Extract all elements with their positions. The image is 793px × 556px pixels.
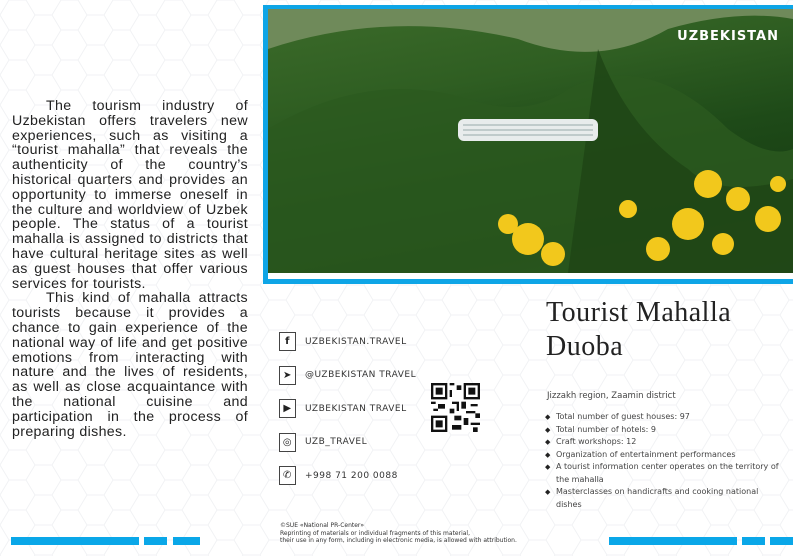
facebook-icon: f xyxy=(279,332,296,351)
list-item: ◆ Total number of guest houses: 97 xyxy=(545,411,785,424)
contact-label: @UZBEKISTAN TRAVEL xyxy=(305,370,417,381)
youtube-icon: ▶ xyxy=(279,399,296,418)
landscape-illustration xyxy=(268,9,793,273)
instagram-icon: ◎ xyxy=(279,433,296,452)
intro-paragraph-1: The tourism industry of Uzbekistan offers travelers new experiences, such as visiting a “tourist mahalla” that reveals the authenticity of the country’s historical quarters and provides an opportunity to immerse oneself in the culture and worldview of Uzbek people. The status of a tourist mahalla is assigned to districts that have cultural heritage sites as well as guest houses that offer various services for tourists. xyxy=(12,98,248,292)
contact-telegram[interactable] xyxy=(279,359,416,393)
decorative-bar xyxy=(609,537,737,545)
decorative-bar xyxy=(11,537,139,545)
contact-label: +998 71 200 0088 xyxy=(305,470,398,481)
region-label: Jizzakh region, Zaamin district xyxy=(547,391,676,401)
list-item: ◆ Craft workshops: 12 xyxy=(545,436,785,449)
copyright-owner: ©SUE «National PR-Center» xyxy=(280,522,365,529)
intro-text xyxy=(12,99,248,439)
copyright-line-2: their use in any form, including in electronic media, is allowed with attribution. xyxy=(280,537,517,544)
uzbekistan-logo: UZBEKISTAN xyxy=(677,29,779,44)
title-line-2: Duoba xyxy=(546,331,624,362)
list-item: ◆ A tourist information center operates on the territory of the mahalla xyxy=(545,461,785,486)
phone-icon: ✆ xyxy=(279,466,296,485)
contact-facebook[interactable] xyxy=(279,325,416,359)
contact-youtube[interactable] xyxy=(279,392,416,426)
decorative-bar xyxy=(742,537,765,545)
title-line-1: Tourist Mahalla xyxy=(546,297,732,328)
contact-label: UZBEKISTAN TRAVEL xyxy=(305,403,407,414)
copyright-line-1: Reprinting of materials or individual fragments of this material, xyxy=(280,529,470,537)
decorative-bar xyxy=(770,537,793,545)
telegram-icon: ➤ xyxy=(279,366,296,385)
facts-list xyxy=(545,411,785,511)
contact-instagram[interactable] xyxy=(279,426,416,460)
list-item: ◆ Total number of hotels: 9 xyxy=(545,424,785,437)
page-title xyxy=(546,296,731,364)
contact-label: UZBEKISTAN.TRAVEL xyxy=(305,336,407,347)
list-item: ◆ Masterclasses on handicrafts and cooking national dishes xyxy=(545,486,785,511)
decorative-bar xyxy=(173,537,200,545)
qr-code[interactable] xyxy=(431,383,480,432)
mountain-resort-photo xyxy=(268,9,793,273)
decorative-bar xyxy=(144,537,167,545)
contacts-list xyxy=(279,325,416,493)
copyright-notice xyxy=(280,522,517,545)
list-item: ◆ Organization of entertainment performances xyxy=(545,449,785,462)
contact-label: UZB_TRAVEL xyxy=(305,437,368,448)
intro-paragraph-2: This kind of mahalla attracts tourists because it provides a chance to gain experience of the national way of life and get positive emotions from interacting with nature and the lives of residents, as well as close acquaintance with the national cuisine and participation in the process of preparing dishes. xyxy=(12,290,248,440)
contact-phone[interactable] xyxy=(279,459,416,493)
